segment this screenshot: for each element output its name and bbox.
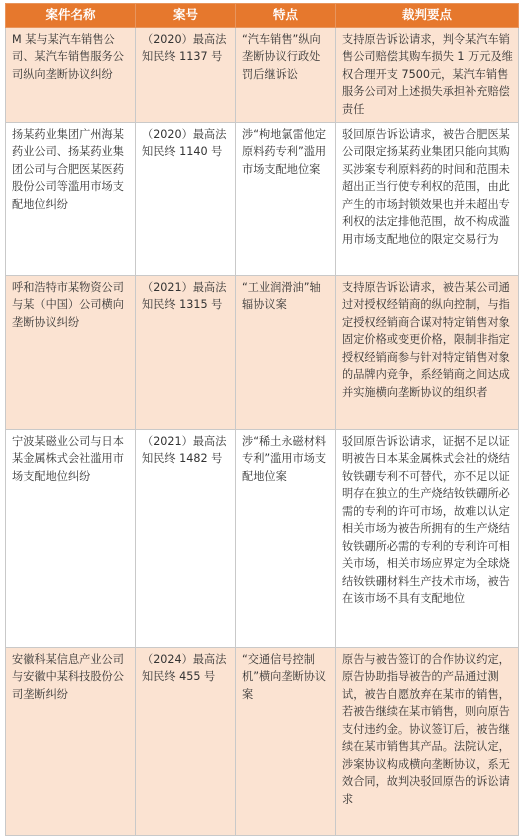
table-row: [6, 429, 519, 647]
case-name-cell: M 某与某汽车销售公司、某汽车销售服务公司纵向垄断协议纠纷: [6, 27, 136, 122]
case-table: [5, 3, 519, 836]
feature-cell: “交通信号控制机”横向垄断协议案: [236, 647, 336, 835]
header-key-points: 裁判要点: [336, 4, 519, 28]
header-case-name: 案件名称: [6, 4, 136, 28]
case-name-cell: 安徽科某信息产业公司与安徽中某科技股份公司垄断纠纷: [6, 647, 136, 835]
header-case-number: 案号: [136, 4, 236, 28]
header-row: [6, 4, 519, 28]
case-number-cell: （2020）最高法知民终 1140 号: [136, 122, 236, 275]
table-row: [6, 27, 519, 122]
key-points-cell: 支持原告诉讼请求，被告某公司通过对授权经销商的纵向控制，与指定授权经销商合谋对特定销售对象固定价格或变更价格，限制非指定授权经销商参与针对特定销售对象的品牌内竞争，系经销商之间达成并实施横向垄断协议的组织者: [336, 275, 519, 429]
table-row: [6, 275, 519, 429]
table-header: [6, 4, 519, 28]
case-number-cell: （2020）最高法知民终 1137 号: [136, 27, 236, 122]
feature-cell: 涉“枸地氯雷他定原料药专利”滥用市场支配地位案: [236, 122, 336, 275]
table-body: [6, 27, 519, 835]
case-name-cell: 扬某药业集团广州海某药业公司、扬某药业集团公司与合肥医某医药股份公司等滥用市场支配地位纠纷: [6, 122, 136, 275]
case-number-cell: （2021）最高法知民终 1315 号: [136, 275, 236, 429]
feature-cell: “工业润滑油”轴辐协议案: [236, 275, 336, 429]
table-row: [6, 122, 519, 275]
table-row: [6, 647, 519, 835]
feature-cell: “汽车销售”纵向垄断协议行政处罚后继诉讼: [236, 27, 336, 122]
key-points-cell: 支持原告诉讼请求，判令某汽车销售公司赔偿其购车损失 1 万元及维权合理开支 7500元，某汽车销售服务公司对上述损失承担补充赔偿责任: [336, 27, 519, 122]
case-number-cell: （2021）最高法知民终 1482 号: [136, 429, 236, 647]
case-name-cell: 宁波某磁业公司与日本某金属株式会社滥用市场支配地位纠纷: [6, 429, 136, 647]
case-number-cell: （2024）最高法知民终 455 号: [136, 647, 236, 835]
case-name-cell: 呼和浩特市某物资公司与某（中国）公司横向垄断协议纠纷: [6, 275, 136, 429]
key-points-cell: 原告与被告签订的合作协议约定，原告协助指导被告的产品通过测试，被告自愿放弃在某市的销售，若被告继续在某市销售，则向原告支付违约金。协议签订后，被告继续在某市销售其产品。法院认定，涉案协议构成横向垄断协议，系无效合同，故判决驳回原告的诉讼请求: [336, 647, 519, 835]
key-points-cell: 驳回原告诉讼请求，证据不足以证明被告日本某金属株式会社的烧结钕铁硼专利不可替代，亦不足以证明存在独立的生产烧结钕铁硼所必需的专利的许可市场，故难以认定相关市场为被告所拥有的生产烧结钕铁硼所必需的专利的专利许可相关市场，相关市场应界定为全球烧结钕铁硼材料生产技术市场，被告在该市场不具有支配地位: [336, 429, 519, 647]
header-feature: 特点: [236, 4, 336, 28]
key-points-cell: 驳回原告诉讼请求，被告合肥医某公司限定扬某药业集团只能向其购买涉案专利原料药的时间和范围未超出正当行使专利权的范围，由此产生的市场封锁效果也并未超出专利权的法定排他范围，故不构成滥用市场支配地位的限定交易行为: [336, 122, 519, 275]
feature-cell: 涉“稀土永磁材料专利”滥用市场支配地位案: [236, 429, 336, 647]
